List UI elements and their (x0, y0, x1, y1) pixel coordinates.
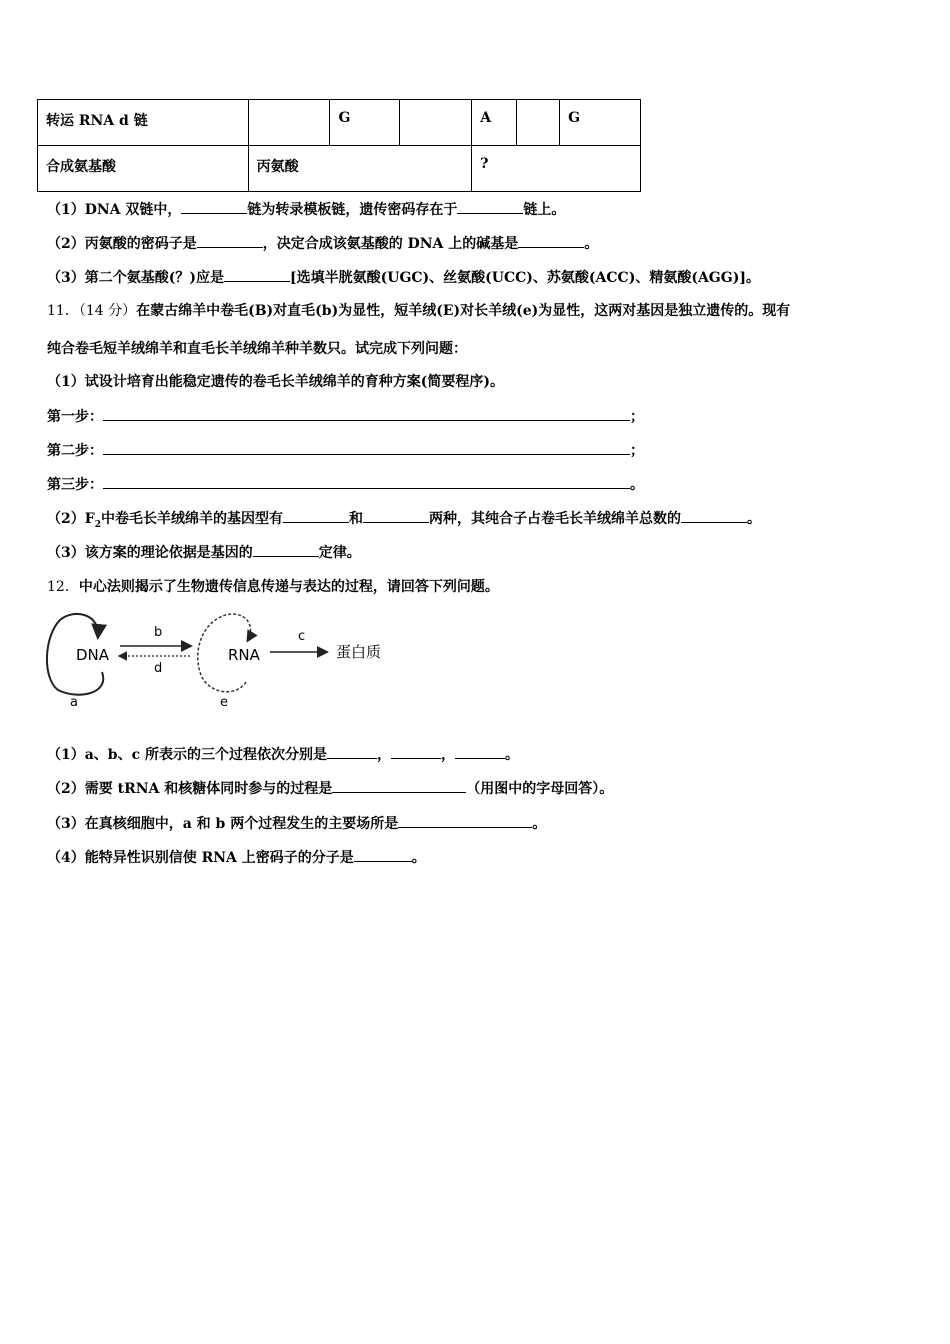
label-b: b (154, 625, 163, 640)
amino-acid-label: 合成氨基酸 (38, 146, 249, 192)
q12-part4 (47, 847, 426, 868)
subscript: 2 (94, 519, 101, 530)
text: 中心法则揭示了生物遗传信息传递与表达的过程，请回答下列问题。 (78, 579, 499, 595)
answer-blank[interactable] (518, 233, 584, 248)
text: （1）DNA 双链中， (47, 202, 182, 218)
text: （用图中的字母回答）。 (466, 781, 614, 797)
answer-blank[interactable] (103, 440, 630, 455)
label-c: c (298, 629, 306, 644)
text: （4）能特异性识别信使 RNA 上密码子的分子是 (47, 850, 354, 866)
text: （2）丙氨酸的密码子是 (47, 236, 197, 252)
q12-part2 (47, 778, 613, 799)
text: 第三步： (47, 477, 103, 493)
text: （3）在真核细胞中，a 和 b 两个过程发生的主要场所是 (47, 816, 399, 832)
protein-label: 蛋白质 (336, 643, 382, 661)
text: [选填半胱氨酸(UGC)、丝氨酸(UCC)、苏氨酸(ACC)、精氨酸(AGG)]。 (290, 270, 760, 286)
answer-blank[interactable] (253, 542, 319, 557)
text: 定律。 (318, 545, 361, 561)
label-a: a (70, 695, 78, 710)
codon-table (37, 99, 641, 192)
answer-blank[interactable] (363, 508, 429, 523)
text: ，决定合成该氨基酸的 DNA 上的碱基是 (262, 236, 519, 252)
q11-step3 (47, 474, 644, 495)
answer-blank[interactable] (103, 474, 630, 489)
q12-part1 (47, 744, 519, 765)
q11-stem-line2 (47, 339, 467, 359)
table-row (38, 100, 641, 146)
answer-blank[interactable] (391, 744, 441, 759)
q11-part3 (47, 542, 361, 563)
text: ， (377, 747, 391, 763)
text: 。 (532, 816, 547, 832)
text: 中卷毛长羊绒绵羊的基因型有 (100, 511, 283, 527)
answer-blank[interactable] (327, 744, 377, 759)
text: 。 (505, 747, 519, 763)
text: （3）第二个氨基酸(？)应是 (47, 270, 224, 286)
table-cell (400, 100, 472, 146)
q10-part1 (47, 199, 565, 220)
rna-label: RNA (228, 646, 260, 664)
text: （2）F (47, 511, 95, 527)
text: ， (441, 747, 455, 763)
q11-part2 (47, 508, 761, 535)
text: （1）试设计培育出能稳定遗传的卷毛长羊绒绵羊的育种方案(简要程序)。 (47, 374, 504, 390)
table-cell: A (472, 100, 517, 146)
answer-blank[interactable] (457, 199, 523, 214)
answer-blank[interactable] (398, 813, 532, 828)
answer-blank[interactable] (181, 199, 247, 214)
text: 在蒙古绵羊中卷毛(B)对直毛(b)为显性，短羊绒(E)对长羊绒(e)为显性，这两对基因是独立遗传的。现有 (136, 303, 791, 319)
question-number: 12． (47, 579, 79, 595)
table-cell: G (560, 100, 641, 146)
table-cell (248, 100, 330, 146)
text: 两种，其纯合子占卷毛长羊绒绵羊总数的 (428, 511, 681, 527)
answer-blank[interactable] (103, 406, 630, 421)
text: 第二步： (47, 443, 103, 459)
text: 第一步： (47, 409, 103, 425)
text: （1）a、b、c 所表示的三个过程依次分别是 (47, 747, 327, 763)
answer-blank[interactable] (224, 267, 290, 282)
q10-part3 (47, 267, 760, 288)
answer-blank[interactable] (455, 744, 505, 759)
trna-label: 转运 RNA d 链 (38, 100, 249, 146)
table-row (38, 146, 641, 192)
text: 。 (630, 477, 644, 493)
text: ； (630, 409, 644, 425)
q12-part3 (47, 813, 546, 834)
table-cell: G (330, 100, 400, 146)
table-cell (517, 100, 560, 146)
table-cell: 丙氨酸 (248, 146, 472, 192)
answer-blank[interactable] (681, 508, 747, 523)
text: 。 (746, 511, 761, 527)
text: 。 (584, 236, 599, 252)
q11-step2 (47, 440, 644, 461)
table-cell: ? (472, 146, 641, 192)
q11-step1 (47, 406, 644, 427)
label-d: d (154, 661, 163, 676)
question-number: 11．（14 分） (47, 303, 137, 319)
central-dogma-diagram (40, 606, 400, 710)
text: 链上。 (523, 202, 566, 218)
q10-part2 (47, 233, 598, 254)
text: 链为转录模板链，遗传密码存在于 (247, 202, 458, 218)
q12-stem (47, 577, 499, 597)
answer-blank[interactable] (354, 847, 412, 862)
q11-part1 (47, 372, 504, 392)
answer-blank[interactable] (332, 778, 466, 793)
label-e: e (220, 695, 228, 710)
text: 纯合卷毛短羊绒绵羊和直毛长羊绒绵羊种羊数只。试完成下列问题： (47, 341, 467, 357)
answer-blank[interactable] (283, 508, 349, 523)
answer-blank[interactable] (197, 233, 263, 248)
text: （3）该方案的理论依据是基因的 (47, 545, 253, 561)
text: 和 (348, 511, 363, 527)
q11-stem-line1 (47, 301, 790, 321)
text: 。 (411, 850, 426, 866)
text: ； (630, 443, 644, 459)
text: （2）需要 tRNA 和核糖体同时参与的过程是 (47, 781, 333, 797)
dna-label: DNA (76, 646, 110, 664)
